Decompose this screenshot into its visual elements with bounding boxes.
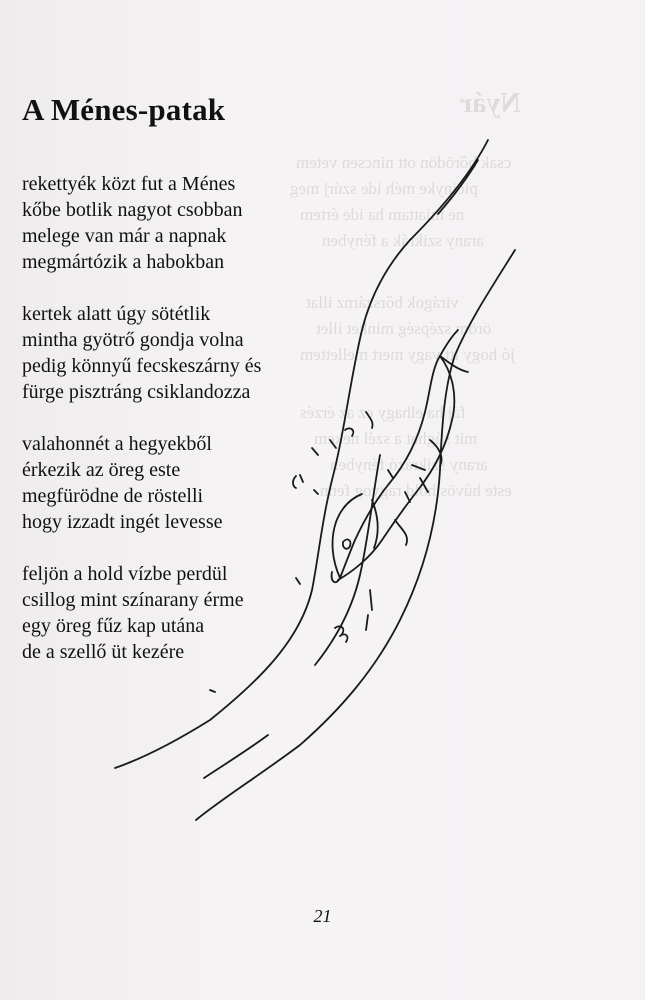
bleed-through-text: arany szikrák a fényben	[322, 231, 484, 250]
poem-line: fürge pisztráng csiklandozza	[22, 381, 251, 403]
poem-line: valahonnét a hegyekből	[22, 433, 212, 455]
water-marks	[366, 590, 372, 630]
bleed-through-text: este hűvös hold ragyog fenn	[320, 481, 512, 500]
poem-line: megmártózik a habokban	[22, 251, 225, 273]
page-number: 21	[313, 906, 332, 926]
fish-eye	[343, 539, 351, 548]
bleed-through-text: arany szikrázó fényben	[330, 455, 488, 474]
stanza	[22, 561, 261, 665]
bleed-through-text: fáj ha elhagy ez az érzés	[300, 403, 466, 422]
poem-line: hogy izzadt ingét levesse	[22, 511, 223, 533]
bleed-through-text: jó hogy itt vagy mert mellettem	[300, 345, 515, 364]
fish-gill	[372, 500, 378, 548]
stanza	[22, 431, 261, 535]
poem-line: mintha gyötrő gondja volna	[22, 329, 244, 351]
poem-line: kőbe botlik nagyot csobban	[22, 199, 243, 221]
poem-line: pedig könnyű fecskeszárny és	[22, 355, 262, 377]
poem-line: rekettyék közt fut a Ménes	[22, 173, 236, 195]
poem-line: melege van már a napnak	[22, 225, 227, 247]
fish-fin	[395, 520, 407, 545]
poem-line: megfürödne de röstelli	[22, 485, 204, 507]
bleed-through-text: ne miattam ha ide értem	[300, 205, 465, 224]
poem-line: csillog mint színarany érme	[22, 589, 244, 611]
stanza	[22, 301, 261, 405]
bleed-through-text: öröm szépség minket illet	[316, 319, 492, 338]
bleed-through-title: Nyár	[460, 88, 521, 119]
stanza	[22, 171, 261, 275]
poem-body	[22, 171, 261, 691]
poem-line: érkezik az öreg este	[22, 459, 181, 481]
bleed-through-text: mit súghat a szél nekem	[314, 429, 478, 448]
water-marks	[293, 476, 296, 488]
bleed-through-text: virágok bőrszárnz illat	[306, 293, 459, 312]
poem-line: kertek alatt úgy sötétlik	[22, 303, 211, 325]
poem-line: feljön a hold vízbe perdül	[22, 563, 228, 585]
fish-head	[333, 494, 362, 578]
poem-title: A Ménes-patak	[22, 92, 226, 127]
poem-line: de a szellő üt kezére	[22, 641, 185, 663]
stream-inner-line	[204, 735, 268, 778]
bleed-through-text: csak bőrödön ott nincsen vetem	[296, 153, 512, 172]
poem-line: egy öreg fűz kap utána	[22, 615, 205, 637]
bleed-through-text: picinyke méh ide szúrj meg	[290, 179, 478, 198]
